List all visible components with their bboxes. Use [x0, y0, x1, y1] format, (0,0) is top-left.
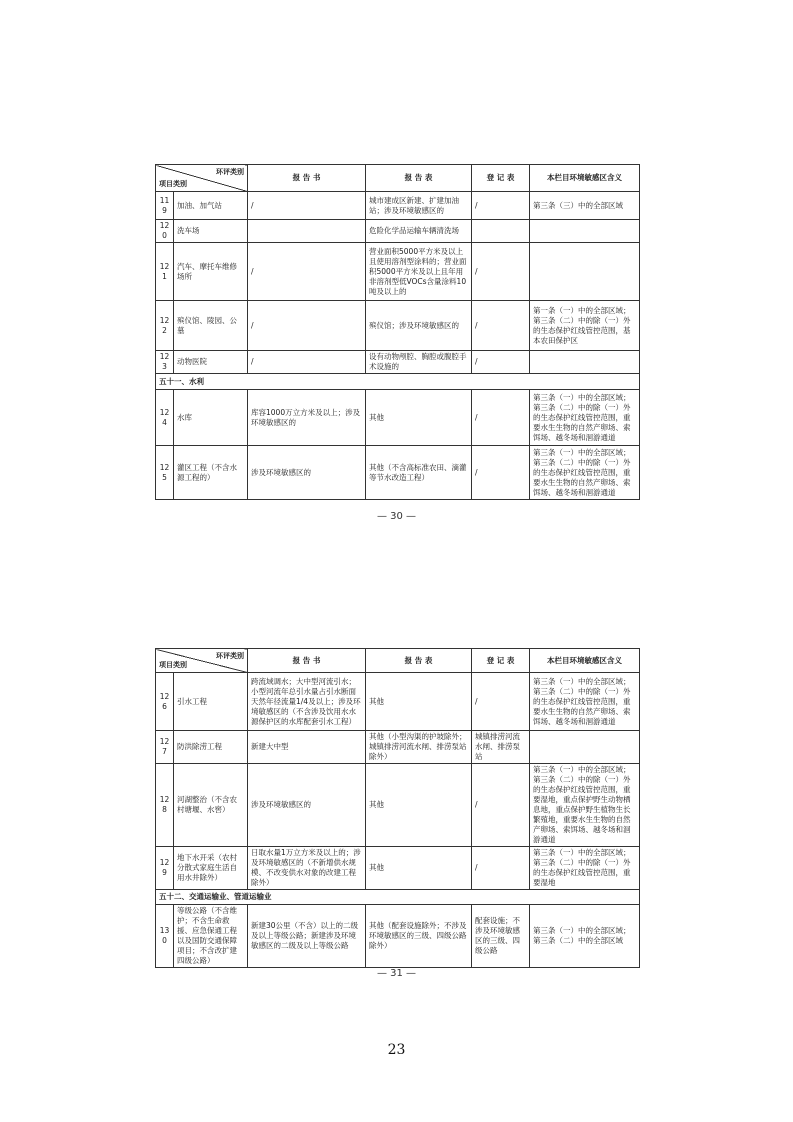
row-register: /: [472, 301, 530, 351]
row-category: 引水工程: [174, 673, 248, 731]
row-register: /: [472, 673, 530, 731]
row-number: 120: [156, 220, 174, 243]
row-sensitive: 第三条（一）中的全部区域；第三条（二）中的全部区域: [530, 905, 640, 968]
row-book: [248, 220, 366, 243]
row-category: 防洪除涝工程: [174, 731, 248, 764]
row-table: 其他: [366, 847, 472, 890]
row-number: 124: [156, 390, 174, 446]
row-sensitive: [530, 220, 640, 243]
row-sensitive: 第三条（一）中的全部区域；第三条（二）中的除（一）外的生态保护红线管控范围，重要水生生物的自然产卵场、索饵场、越冬场和洄游通道: [530, 446, 640, 500]
diag-top-label: 环评类别: [216, 168, 244, 176]
row-register: /: [472, 192, 530, 220]
row-table: 城市建成区新建、扩建加油站；涉及环境敏感区的: [366, 192, 472, 220]
row-number: 126: [156, 673, 174, 731]
row-table: 殡仪馆；涉及环境敏感区的: [366, 301, 472, 351]
row-book: 日取水量1万立方米及以上的；涉及环境敏感区的（不新增供水规模、不改变供水对象的改建工程除外）: [248, 847, 366, 890]
row-table: 设有动物颅腔、胸腔或腹腔手术设施的: [366, 351, 472, 374]
row-book: 涉及环境敏感区的: [248, 446, 366, 500]
page-number-30: — 30 —: [376, 511, 417, 522]
diagonal-header-cell: [156, 649, 248, 673]
row-number: 130: [156, 905, 174, 968]
row-table: 营业面积5000平方米及以上且使用溶剂型涂料的；营业面积5000平方米及以上且年用非溶剂型低VOCs含量涂料10吨及以上的: [366, 243, 472, 301]
row-table: 其他: [366, 673, 472, 731]
row-book: /: [248, 243, 366, 301]
section-row: [156, 374, 640, 390]
row-book: 跨流域调水；大中型河流引水；小型河流年总引水量占引水断面天然年径流量1/4及以上；涉及环境敏感区的（不含涉及饮用水水源保护区的水库配套引水工程）: [248, 673, 366, 731]
row-number: 128: [156, 764, 174, 847]
row-book: /: [248, 192, 366, 220]
table-row: [156, 351, 640, 374]
row-register: 城镇排涝河流水闸、排涝泵站: [472, 731, 530, 764]
row-category: 加油、加气站: [174, 192, 248, 220]
col-report-table: 报 告 表: [366, 165, 472, 192]
col-sensitive: 本栏目环境敏感区含义: [530, 649, 640, 673]
row-book: 库容1000万立方米及以上；涉及环境敏感区的: [248, 390, 366, 446]
table-row: [156, 220, 640, 243]
row-sensitive: [530, 731, 640, 764]
header-row: [156, 649, 640, 673]
row-sensitive: 第三条（一）中的全部区域；第三条（二）中的除（一）外的生态保护红线管控范围，重要湿地: [530, 847, 640, 890]
row-table: 其他（小型沟渠的护坡除外；城镇排涝河流水闸、排涝泵站除外）: [366, 731, 472, 764]
row-category: 地下水开采（农村分散式家庭生活自用水井除外）: [174, 847, 248, 890]
row-register: /: [472, 446, 530, 500]
table-row: [156, 446, 640, 500]
row-category: 水库: [174, 390, 248, 446]
row-sensitive: 第一条（一）中的全部区域；第三条（二）中的除（一）外的生态保护红线管控范围，基本农田保护区: [530, 301, 640, 351]
row-book: /: [248, 351, 366, 374]
diag-bottom-label: 项目类别: [159, 180, 187, 188]
row-book: 新建大中型: [248, 731, 366, 764]
col-register: 登 记 表: [472, 165, 530, 192]
row-number: 121: [156, 243, 174, 301]
header-row: [156, 165, 640, 192]
row-number: 127: [156, 731, 174, 764]
row-register: /: [472, 243, 530, 301]
row-table: 其他（配套设施除外；不涉及环境敏感区的三级、四级公路除外）: [366, 905, 472, 968]
diag-top-label: 环评类别: [216, 652, 244, 660]
row-table: 其他（不含高标准农田、滴灌等节水改造工程）: [366, 446, 472, 500]
diag-bottom-label: 项目类别: [159, 661, 187, 669]
table-row: [156, 301, 640, 351]
section-row: [156, 890, 640, 905]
row-category: 汽车、摩托车维修场所: [174, 243, 248, 301]
row-register: /: [472, 390, 530, 446]
row-table: 其他: [366, 764, 472, 847]
row-category: 灌区工程（不含水源工程的）: [174, 446, 248, 500]
table-row: [156, 673, 640, 731]
row-book: /: [248, 301, 366, 351]
table-row: [156, 243, 640, 301]
row-sensitive: [530, 243, 640, 301]
row-register: [472, 220, 530, 243]
section-heading: 五十二、交通运输业、管道运输业: [156, 890, 640, 905]
table-row: [156, 731, 640, 764]
col-report-table: 报 告 表: [366, 649, 472, 673]
row-register: /: [472, 351, 530, 374]
catalog-table-page30: [155, 164, 640, 500]
col-report-book: 报 告 书: [248, 165, 366, 192]
row-number: 125: [156, 446, 174, 500]
col-report-book: 报 告 书: [248, 649, 366, 673]
printed-page-number: 23: [387, 1042, 406, 1058]
col-sensitive: 本栏目环境敏感区含义: [530, 165, 640, 192]
row-sensitive: 第三条（三）中的全部区域: [530, 192, 640, 220]
catalog-table-page31: [155, 648, 640, 968]
row-category: 殡仪馆、陵园、公墓: [174, 301, 248, 351]
row-number: 119: [156, 192, 174, 220]
row-book: 涉及环境敏感区的: [248, 764, 366, 847]
row-number: 123: [156, 351, 174, 374]
row-register: /: [472, 764, 530, 847]
section-heading: 五十一、水利: [156, 374, 640, 390]
row-category: 河湖整治（不含农村塘堰、水窖）: [174, 764, 248, 847]
table-row: [156, 192, 640, 220]
row-table: 其他: [366, 390, 472, 446]
page-number-31: — 31 —: [376, 968, 417, 979]
row-table: 危险化学品运输车辆清洗场: [366, 220, 472, 243]
row-sensitive: 第三条（一）中的全部区域；第三条（二）中的除（一）外的生态保护红线管控范围，重要水生生物的自然产卵场、索饵场、越冬场和洄游通道: [530, 390, 640, 446]
row-category: 洗车场: [174, 220, 248, 243]
row-category: 动物医院: [174, 351, 248, 374]
table-row: [156, 847, 640, 890]
row-register: /: [472, 847, 530, 890]
row-sensitive: 第三条（一）中的全部区域；第三条（二）中的除（一）外的生态保护红线管控范围，重要水生生物的自然产卵场、索饵场、越冬场和洄游通道: [530, 673, 640, 731]
diagonal-header-cell: [156, 165, 248, 192]
table-row: [156, 905, 640, 968]
table-row: [156, 390, 640, 446]
row-register: 配套设施；不涉及环境敏感区的三级、四级公路: [472, 905, 530, 968]
row-category: 等级公路（不含维护；不含生命救援、应急保通工程以及国防交通保障项目；不含改扩建四级公路）: [174, 905, 248, 968]
col-register: 登 记 表: [472, 649, 530, 673]
row-number: 122: [156, 301, 174, 351]
row-sensitive: 第三条（一）中的全部区域；第三条（二）中的除（一）外的生态保护红线管控范围，重要湿地，重点保护野生动物栖息地，重点保护野生植物生长繁殖地，重要水生生物的自然产卵场、索饵场、越冬场和洄游通道: [530, 764, 640, 847]
table-row: [156, 764, 640, 847]
row-number: 129: [156, 847, 174, 890]
row-sensitive: [530, 351, 640, 374]
row-book: 新建30公里（不含）以上的二级及以上等级公路；新建涉及环境敏感区的二级及以上等级公路: [248, 905, 366, 968]
